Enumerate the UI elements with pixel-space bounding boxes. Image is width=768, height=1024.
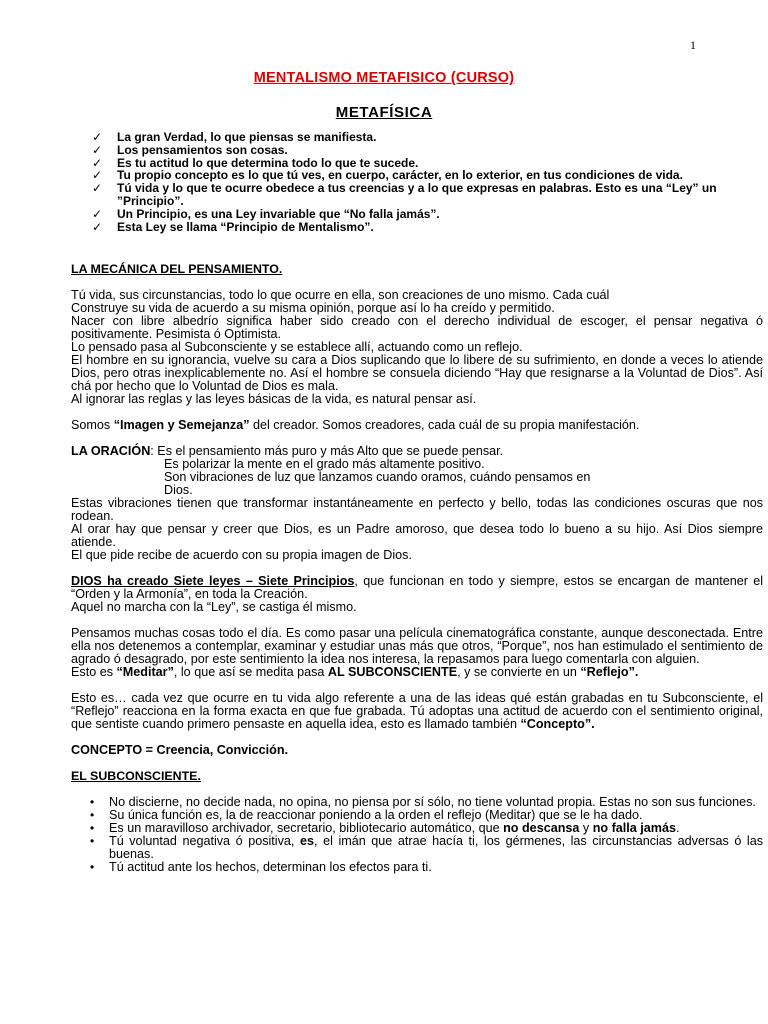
section-heading-mecanica: LA MECÁNICA DEL PENSAMIENTO. (71, 262, 283, 276)
list-item: ✓ Tu propio concepto es lo que tú ves, en cuerpo, carácter, en lo exterior, en tus condiciones de vida. (92, 168, 683, 183)
paragraph: Tú vida, sus circunstancias, todo lo que ocurre en ella, son creaciones de uno mismo. Cada cuál (71, 288, 610, 302)
check-icon: ✓ (92, 206, 103, 221)
list-item: ✓ Esta Ley se llama “Principio de Mentalismo”. (92, 219, 374, 234)
list-item: • No discierne, no decide nada, no opina, no piensa por sí sólo, no tiene voluntad propia. Estas no son sus funciones. (90, 795, 756, 809)
list-item: ✓ Los pensamientos son cosas. (92, 142, 288, 157)
paragraph: El que pide recibe de acuerdo con su propia imagen de Dios. (71, 548, 412, 562)
list-item: • Su única función es, la de reaccionar poniendo a la orden el reflejo (Meditar) que se le ha dado. (90, 808, 643, 822)
bullet-icon: • (90, 808, 95, 822)
bullet-icon: • (90, 834, 95, 848)
check-icon: ✓ (92, 155, 103, 170)
document-body (71, 263, 763, 874)
list-item: • Es un maravilloso archivador, secretario, bibliotecario automático, que no descansa y no falla jamás. (90, 821, 680, 835)
check-icon: ✓ (92, 168, 103, 183)
bullet-icon: • (90, 795, 95, 809)
page-number: 1 (690, 38, 696, 52)
check-icon: ✓ (92, 130, 103, 144)
paragraph: El hombre en su ignorancia, vuelve su cara a Dios suplicando que lo libere de su sufrimiento, en donde a veces lo atiende Dios, pero otras inexplicablemente no. Así el hombre se consuela diciendo “Hay que resignarse a la Voluntad de Dios”. Así chá por hecho que lo Voluntad de Dios es mala. (71, 353, 763, 393)
paragraph: Al orar hay que pensar y creer que Dios, es un Padre amoroso, que desea todo lo bueno a su hijo. Así Dios siempre atiende. (71, 522, 763, 549)
paragraph: Al ignorar las reglas y las leyes básicas de la vida, es natural pensar así. (71, 392, 477, 406)
paragraph: Estas vibraciones tienen que transformar instantáneamente en perfecto y bello, todas las condiciones oscuras que nos rodean. (71, 496, 763, 523)
list-item: ✓ Es tu actitud lo que determina todo lo que te sucede. (92, 155, 419, 170)
check-icon: ✓ (92, 219, 103, 234)
concepto-definition: CONCEPTO = Creencia, Convicción. (71, 743, 289, 757)
paragraph: Lo pensado pasa al Subconsciente y se establece allí, actuando como un reflejo. (71, 340, 523, 354)
subconsciente-list (90, 796, 763, 874)
paragraph-esto-es: Esto es… cada vez que ocurre en tu vida algo referente a una de las ideas qué están grabadas en tu Subconsciente, el “Reflejo” reacciona en la forma exacta en que fue grabada. Tú adoptas una actitud de acuerdo con el sentimiento original, que sentiste cuando primero pensaste en aquella idea, esto es llamado también “Concepto”. (71, 691, 763, 731)
document-subtitle: METAFÍSICA (335, 104, 433, 121)
paragraph: Son vibraciones de luz que lanzamos cuando oramos, cuándo pensamos en (164, 470, 591, 484)
paragraph-somos: Somos “Imagen y Semejanza” del creador. Somos creadores, cada cuál de su propia manifestación. (71, 418, 640, 432)
principles-checklist (92, 131, 757, 233)
check-icon: ✓ (92, 181, 103, 196)
check-icon: ✓ (92, 142, 103, 157)
paragraph: Dios. (164, 483, 193, 497)
paragraph-meditar: Esto es “Meditar”, lo que así se medita pasa AL SUBCONSCIENTE, y se convierte en un “Reflejo”. (71, 665, 639, 679)
paragraph-dios: DIOS ha creado Siete leyes – Siete Principios, que funcionan en todo y siempre, estos se encargan de mantener el “Orden y la Armonía”, en toda la Creación. (71, 574, 764, 601)
list-item: ✓ La gran Verdad, lo que piensas se manifiesta. (92, 130, 377, 144)
list-item: • Tú voluntad negativa ó positiva, es, el imán que atrae hacía ti, los gérmenes, las circunstancias adversas ó las buenas. (90, 834, 764, 861)
bullet-icon: • (90, 860, 95, 874)
paragraph: Aquel no marcha con la “Ley”, se castiga él mismo. (71, 600, 357, 614)
oracion-label: LA ORACIÓN (71, 444, 151, 458)
bullet-icon: • (90, 821, 95, 835)
list-item: ✓ Tú vida y lo que te ocurre obedece a tus creencias y a lo que expresas en palabras. Esto es una “Ley” un ”Principio”. (92, 181, 717, 208)
paragraph-oracion: LA ORACIÓN: Es el pensamiento más puro y más Alto que se puede pensar. (71, 444, 504, 458)
list-item: • Tú actitud ante los hechos, determinan los efectos para ti. (90, 860, 432, 874)
section-heading-subconsciente: EL SUBCONSCIENTE. (71, 769, 201, 783)
paragraph: Nacer con libre albedrío significa haber sido creado con el derecho individual de escoger, el pensar negativa ó positivamente. Pesimista ó Optimista. (71, 314, 763, 341)
paragraph: Construye su vida de acuerdo a su misma opinión, porque así lo ha creído y permitido. (71, 301, 555, 315)
list-item: ✓ Un Principio, es una Ley invariable que “No falla jamás”. (92, 206, 440, 221)
document-title: MENTALISMO METAFISICO (CURSO) (253, 70, 515, 86)
paragraph: Es polarizar la mente en el grado más altamente positivo. (164, 457, 485, 471)
paragraph-pensamos: Pensamos muchas cosas todo el día. Es como pasar una película cinematográfica constante, aunque desconectada. Entre ella nos detenemos a contemplar, examinar y estudiar unas más que otros, “Porque”, nos han estimulado el sentimiento de agrado ó desagrado, por este sentimiento la idea nos interesa, la repasamos para luego comentarla con alguien. (71, 626, 763, 666)
